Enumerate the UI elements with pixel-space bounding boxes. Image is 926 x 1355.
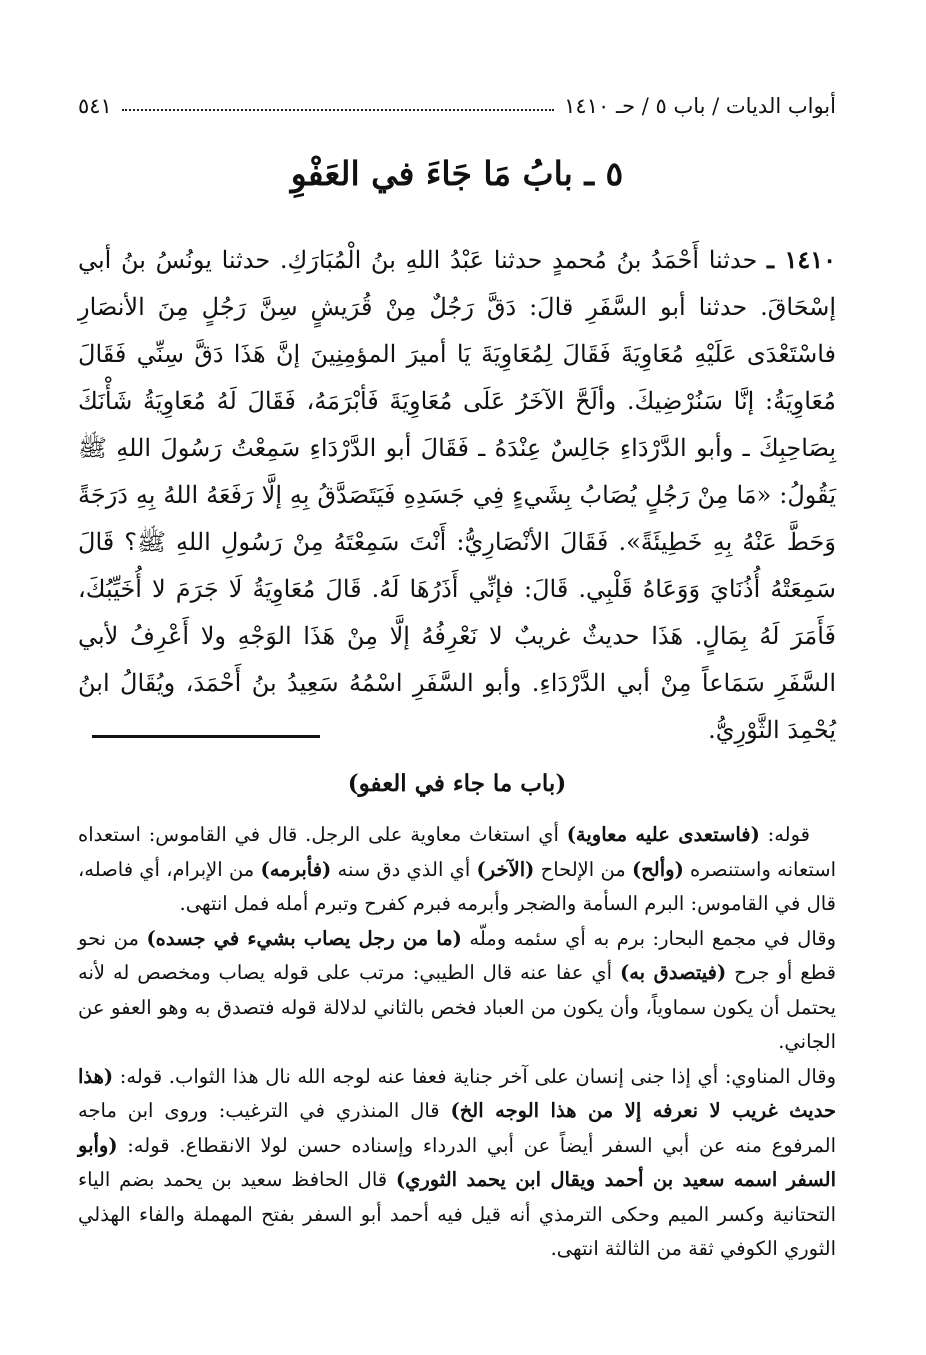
commentary-quote: (الآخر) [476,857,535,881]
commentary-text: وقال في مجمع البحار: برم به أي سئمه وملّه [461,926,836,950]
commentary-text: من الإبرام، أي فاصله، قال في القاموس: البرم السأمة والضجر وأبرمه فبرم كفرح وتبرم أمله فمل انتهى. [78,857,836,915]
header-title: أبواب الديات / باب ٥ / حـ ١٤١٠ [564,94,836,118]
hadith-text-block [78,236,836,754]
commentary-paragraph [78,922,836,1060]
hadith-number: ١٤١٠ ـ [767,245,836,274]
hadith-body: حدثنا أَحْمَدُ بنُ مُحمدٍ حدثنا عَبْدُ اللهِ بنُ الْمُبَارَكِ. حدثنا يونُسُ بنُ أبي إسْحَاقَ. حدثنا أبو السَّفَرِ قالَ: دَقَّ رَجُلٌ مِنْ قُرَيشٍ سِنَّ رَجُلٍ مِنَ الأنصَارِ فاسْتَعْدَى عَلَيْهِ مُعَاوِيَةَ فَقَالَ لِمُعَاوِيَةَ يَا أميرَ المؤمِنِينَ إنَّ هَذَا دَقَّ سِنِّي فَقَالَ مُعَاوِيَةُ: إنَّا سَنُرْضِيكَ. وألَحَّ الآخَرُ عَلَى مُعَاوِيَةَ فَأبْرَمَهُ، فَقَالَ لَهُ مُعَاوِيَةُ شَأْنَكَ بِصَاحِبِكَ ـ وأبو الدَّرْدَاءِ جَالِسٌ عِنْدَهُ ـ فَقَالَ أبو الدَّرْدَاءِ سَمِعْتُ رَسُولَ اللهِ ﷺ يَقُولُ: «مَا مِنْ رَجُلٍ يُصَابُ بِشَيءٍ فِي جَسَدِهِ فَيَتَصَدَّقُ بِهِ إلَّا رَفَعَهُ اللهُ بِهِ دَرَجَةً وَحَطَّ عَنْهُ بِهِ خَطِيئَةً». فَقَالَ الأنْصَارِيُّ: أَنْتَ سَمِعْتَهُ مِنْ رَسُولِ اللهِ ﷺ؟ قَالَ سَمِعَتْهُ أُذُنَايَ وَوَعَاهُ قَلْبِي. قَالَ: فإنِّي أَذَرُهَا لَهُ. قَالَ مُعَاوِيَةُ لَا جَرَمَ لا أُخَيِّبُكَ، فَأَمَرَ لَهُ بِمَالٍ. هَذَا حديثٌ غريبٌ لا نَعْرِفُهُ إلَّا مِنْ هَذَا الوَجْهِ ولا أَعْرِفُ لأبي السَّفَرِ سَمَاعاً مِنْ أبي الدَّرْدَاءِ. وأبو السَّفَرِ اسْمُهُ سَعِيدُ بنُ أَحْمَدَ، ويُقَالُ ابنُ يُحْمِدَ الثَّوْرِيُّ. [78,246,836,744]
commentary-quote: (وأبو السفر اسمه سعيد بن أحمد ويقال ابن يحمد الثوري) [78,1133,836,1191]
commentary-quote: (فأبرمه) [260,857,332,881]
commentary-text: أي الذي دق سنه [331,857,477,881]
commentary-text: من الإلحاح [534,857,632,881]
commentary-title: (باب ما جاء في العفو) [347,770,567,797]
footnote-divider [92,735,320,738]
commentary-text: أي عفا عنه قال الطيبي: مرتب على قوله يصاب ومخصص له لأنه يحتمل أن يكون سماوياً، وأن يكون من العباد فخص بالثاني لدلالة قوله فتصدق به وهو العفو عن الجاني. [78,961,836,1053]
commentary-quote: (فاستعدى عليه معاوية) [566,823,760,846]
commentary-text: قال الحافظ سعيد بن يحمد بضم الياء التحتانية وكسر الميم وحكى الترمذي أنه قيل فيه أحمد أبو السفر بفتح المهملة والفاء الهذلي الثوري الكوفي ثقة من الثالثة انتهى. [78,1168,836,1260]
commentary-quote: (وألح) [631,857,684,881]
commentary-quote: (ما من رجل يصاب بشيء في جسده) [146,926,462,950]
chapter-title: ٥ ـ بابُ مَا جَاءَ في العَفْوِ [290,154,624,193]
commentary-paragraph [78,818,836,922]
commentary-text: قال المنذري في الترغيب: وروى ابن ماجه المرفوع منه عن أبي السفر أيضاً عن أبي الدرداء وإسناده حسن لولا الانقطاع. قوله: [78,1099,836,1157]
header-dot-leader [122,109,554,111]
running-header [78,88,836,124]
page-number: ٥٤١ [78,94,112,118]
commentary-text: من نحو قطع أو جرح [78,926,836,984]
commentary-text: أي استغاث معاوية على الرجل. قال في القاموس: استعداه استعانه واستنصره [78,823,836,881]
commentary-text: قوله: [759,823,810,846]
commentary-quote: (فيتصدق به) [619,961,727,984]
commentary-text: وقال المناوي: أي إذا جنى إنسان على آخر جناية فعفا عنه لوجه الله نال هذا الثواب. قوله: [113,1064,836,1088]
commentary-block [78,818,836,1267]
commentary-quote: (هذا حديث غريب لا نعرفه إلا من هذا الوجه الخ) [78,1064,836,1122]
commentary-paragraph [78,1060,836,1267]
